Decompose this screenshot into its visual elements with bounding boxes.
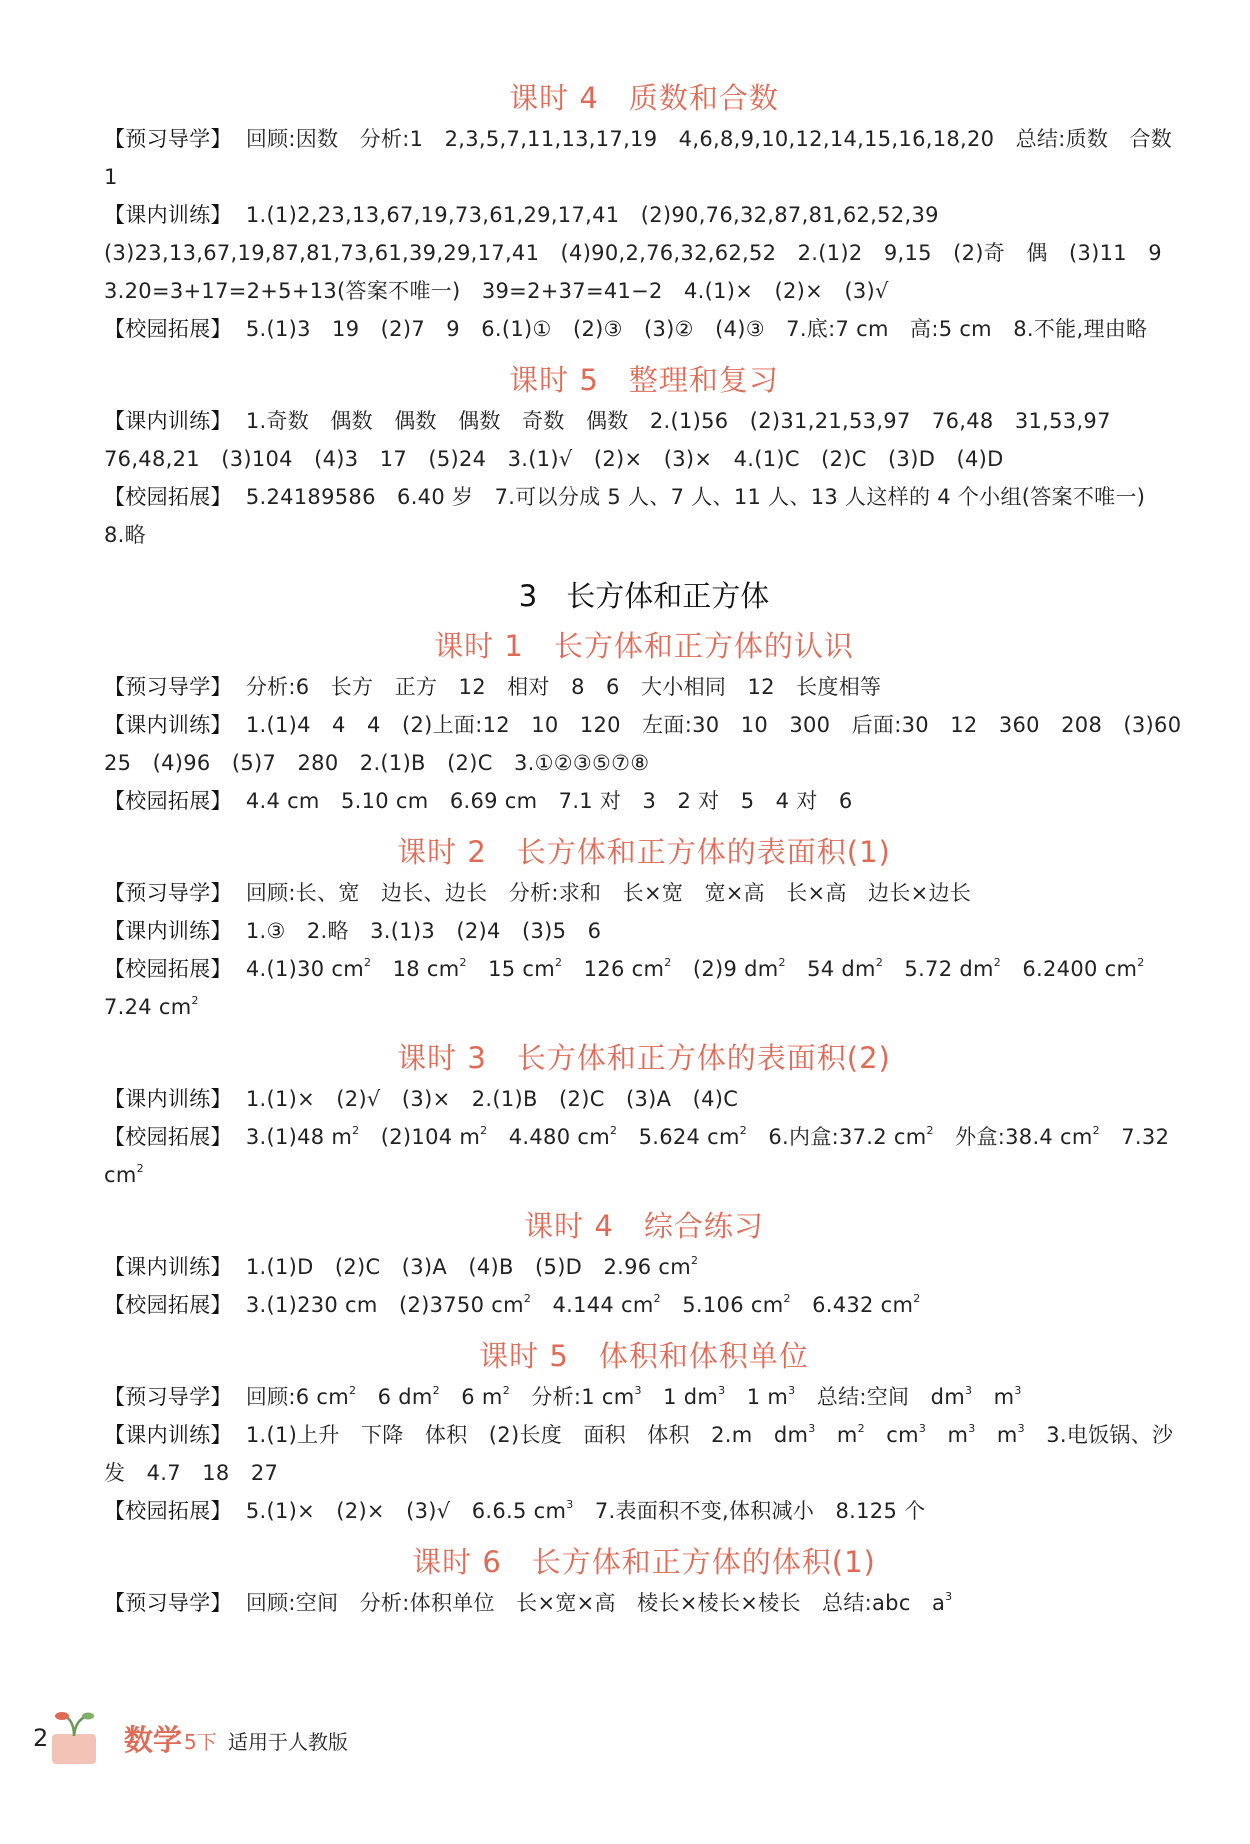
unit-exponent: 2 — [913, 1292, 921, 1305]
lesson-block — [104, 668, 1203, 820]
answer-text: 5.106 cm — [660, 1293, 784, 1317]
unit-exponent: 2 — [459, 956, 467, 969]
answer-text: 6.2400 cm — [1001, 957, 1138, 981]
answer-line — [104, 1286, 1184, 1324]
answer-line — [104, 1378, 1184, 1416]
unit-exponent: 3 — [634, 1384, 642, 1397]
answer-line — [104, 1118, 1184, 1194]
unit-exponent: 2 — [739, 1124, 748, 1137]
answer-text: 1 dm — [641, 1385, 719, 1409]
lesson-title: 课时 4 质数和合数 — [509, 81, 779, 115]
edition-label: 适用于人教版 — [228, 1730, 348, 1754]
lesson-title: 课时 1 长方体和正方体的认识 — [434, 629, 854, 663]
answer-line — [104, 1584, 1184, 1622]
answer-text: 15 cm — [466, 957, 556, 981]
lesson-title: 课时 4 综合练习 — [524, 1209, 764, 1243]
unit-exponent: 2 — [191, 994, 199, 1007]
answer-text: 7.表面积不变,体积减小 8.125 个 — [573, 1499, 926, 1523]
section-tag: 【预习导学】 — [104, 1591, 232, 1615]
answer-text: 6 m — [439, 1385, 503, 1409]
answer-text: 6 dm — [356, 1385, 433, 1409]
answer-text: (2)104 m — [359, 1125, 481, 1149]
unit-exponent: 3 — [788, 1384, 796, 1397]
answer-text: 1 m — [725, 1385, 789, 1409]
answer-line — [104, 912, 1184, 950]
answer-text: 6.432 cm — [790, 1293, 914, 1317]
unit-exponent: 3 — [1017, 1422, 1025, 1435]
unit-exponent: 2 — [691, 1254, 699, 1267]
answer-text: 18 cm — [371, 957, 460, 981]
answer-line — [104, 782, 1184, 820]
lesson-block — [104, 120, 1194, 348]
answer-text: 1.(1)× (2)√ (3)× 2.(1)B (2)C (3)A (4)C — [245, 1087, 739, 1111]
answer-text: 5.72 dm — [883, 957, 994, 981]
unit-exponent: 3 — [968, 1422, 976, 1435]
unit-exponent: 2 — [609, 1124, 618, 1137]
answer-text: 外盒:38.4 cm — [933, 1125, 1093, 1149]
section-tag: 【课内训练】 — [104, 1423, 232, 1447]
section-tag: 【课内训练】 — [104, 919, 232, 943]
section-tag: 【课内训练】 — [104, 713, 232, 737]
unit-exponent: 2 — [480, 1124, 488, 1137]
lesson-title: 课时 3 长方体和正方体的表面积(2) — [397, 1041, 891, 1075]
lesson-block — [104, 1378, 1184, 1530]
unit-exponent: 2 — [778, 956, 786, 969]
answer-text: m — [926, 1423, 969, 1447]
unit-exponent: 2 — [502, 1384, 510, 1397]
section-tag: 【校园拓展】 — [104, 1293, 232, 1317]
unit-exponent: 2 — [523, 1292, 532, 1305]
answer-line — [104, 950, 1184, 1026]
answer-text: 1.奇数 偶数 偶数 偶数 奇数 偶数 2.(1)56 (2)31,21,53,97 76,48 31,53,97 76,48,21 (3)104 (4)3 17 (5)24 3.(1)√ (2)× (3)× 4.(1)C (2)C (3)D (4)D — [104, 409, 1133, 471]
answer-line — [104, 668, 1184, 706]
lesson-block — [104, 1584, 1184, 1622]
unit-exponent: 3 — [945, 1590, 953, 1603]
answer-line — [104, 478, 1184, 554]
grade-label: 5下 — [184, 1730, 217, 1754]
answer-line — [104, 1416, 1184, 1492]
answer-text: 1.(1)4 4 4 (2)上面:12 10 120 左面:30 10 300 后面:30 12 360 208 (3)60 25 (4)96 (5)7 280 2.(1)B (2)C 3.①②③⑤⑦⑧ — [104, 713, 1203, 775]
answer-text: 1.③ 2.略 3.(1)3 (2)4 (3)5 6 — [245, 919, 602, 943]
lesson-title: 课时 2 长方体和正方体的表面积(1) — [397, 835, 891, 869]
answer-text: 6.内盒:37.2 cm — [747, 1125, 927, 1149]
unit-exponent: 2 — [1137, 956, 1145, 969]
answer-line — [104, 402, 1184, 478]
lesson-title: 课时 5 整理和复习 — [509, 363, 779, 397]
answer-text: 5.24189586 6.40 岁 7.可以分成 5 人、7 人、11 人、13 人这样的 4 个小组(答案不唯一) 8.略 — [104, 485, 1167, 547]
section-tag: 【校园拓展】 — [104, 317, 232, 341]
unit-exponent: 3 — [1014, 1384, 1022, 1397]
page-number: 2 — [33, 1724, 49, 1752]
section-tag: 【预习导学】 — [104, 1385, 232, 1409]
answer-text: m — [972, 1385, 1015, 1409]
unit-exponent: 3 — [918, 1422, 927, 1435]
answer-text: 1.(1)D (2)C (3)A (4)B (5)D 2.96 cm — [245, 1255, 691, 1279]
section-tag: 【课内训练】 — [104, 203, 232, 227]
answer-line — [104, 1080, 1184, 1118]
unit-exponent: 2 — [857, 1422, 865, 1435]
answer-text: 7.24 cm — [104, 957, 1166, 1019]
answer-text: 回顾:6 cm — [245, 1385, 350, 1409]
answer-text: 回顾:因数 分析:1 2,3,5,7,11,13,17,19 4,6,8,9,10,12,14,15,16,18,20 总结:质数 合数 1 — [104, 127, 1194, 189]
answer-text: 7.32 cm — [104, 1125, 1170, 1187]
unit-exponent: 2 — [664, 956, 672, 969]
answer-text: 分析:6 长方 正方 12 相对 8 6 大小相同 12 长度相等 — [245, 675, 882, 699]
unit-exponent: 2 — [926, 1124, 934, 1137]
lesson-title: 课时 5 体积和体积单位 — [479, 1339, 809, 1373]
answer-text: 3.(1)48 m — [245, 1125, 353, 1149]
answer-text: 126 cm — [562, 957, 665, 981]
answer-text: m — [815, 1423, 858, 1447]
answer-line — [104, 1248, 1184, 1286]
unit-exponent: 3 — [566, 1498, 574, 1511]
answer-line — [104, 120, 1194, 196]
unit-exponent: 2 — [136, 1162, 144, 1175]
answer-text: 5.(1)× (2)× (3)√ 6.6.5 cm — [245, 1499, 567, 1523]
answer-text: 回顾:长、宽 边长、边长 分析:求和 长×宽 宽×高 长×高 边长×边长 — [245, 881, 972, 905]
answer-line — [104, 874, 1184, 912]
unit-exponent: 2 — [1092, 1124, 1100, 1137]
lesson-block — [104, 1080, 1184, 1194]
answer-text: 1.(1)上升 下降 体积 (2)长度 面积 体积 2.m dm — [245, 1423, 809, 1447]
answer-text: m — [975, 1423, 1018, 1447]
subject-label: 数学 — [124, 1723, 183, 1757]
section-tag: 【校园拓展】 — [104, 1125, 232, 1149]
section-tag: 【预习导学】 — [104, 675, 232, 699]
unit-exponent: 2 — [349, 1384, 357, 1397]
answer-text: 回顾:空间 分析:体积单位 长×宽×高 棱长×棱长×棱长 总结:abc a — [245, 1591, 946, 1615]
section-tag: 【校园拓展】 — [104, 957, 232, 981]
section-tag: 【预习导学】 — [104, 881, 232, 905]
answer-text: 54 dm — [785, 957, 876, 981]
lesson-block — [104, 874, 1184, 1026]
section-tag: 【校园拓展】 — [104, 789, 232, 813]
lesson-block — [104, 1248, 1184, 1324]
section-tag: 【校园拓展】 — [104, 1499, 232, 1523]
unit-exponent: 2 — [783, 1292, 791, 1305]
section-tag: 【课内训练】 — [104, 409, 232, 433]
unit-exponent: 3 — [718, 1384, 726, 1397]
answer-line — [104, 706, 1203, 782]
answer-text: 5.(1)3 19 (2)7 9 6.(1)① (2)③ (3)② (4)③ 7.底:7 cm 高:5 cm 8.不能,理由略 — [245, 317, 1148, 341]
answer-line — [104, 1492, 1184, 1530]
answer-line — [104, 310, 1184, 348]
unit-exponent: 2 — [555, 956, 563, 969]
plant-pot-icon — [44, 1706, 104, 1766]
section-tag: 【校园拓展】 — [104, 485, 232, 509]
answer-text: 5.624 cm — [617, 1125, 740, 1149]
answer-text: 4.(1)30 cm — [245, 957, 364, 981]
unit-exponent: 2 — [432, 1384, 440, 1397]
unit-exponent: 2 — [875, 956, 884, 969]
unit-exponent: 2 — [352, 1124, 360, 1137]
answer-text: 分析:1 cm — [510, 1385, 635, 1409]
unit-exponent: 3 — [808, 1422, 816, 1435]
answer-text: 4.480 cm — [487, 1125, 610, 1149]
answer-text: cm — [864, 1423, 919, 1447]
lesson-title: 课时 6 长方体和正方体的体积(1) — [412, 1545, 876, 1579]
answer-text: 1.(1)2,23,13,67,19,73,61,29,17,41 (2)90,76,32,87,81,62,52,39 (3)23,13,67,19,87,81,73,61,39,29,17,41 (4)90,2,76,32,62,52 2.(1)2 9,15 (2)奇 偶 (3)11 9 3.20=3+17=2+5+13(答案不唯一) 39=2+37=41−2 4.(1)× (2)× (3)√ — [104, 203, 1184, 303]
answer-text: (2)9 dm — [671, 957, 779, 981]
answer-text: 总结:空间 dm — [795, 1385, 966, 1409]
lesson-block — [104, 402, 1184, 554]
section-tag: 【课内训练】 — [104, 1255, 232, 1279]
answer-text: 4.144 cm — [531, 1293, 654, 1317]
answer-text: 3.电饭锅、沙发 4.7 18 27 — [104, 1423, 1174, 1485]
content — [104, 78, 1203, 1634]
unit-exponent: 2 — [364, 956, 372, 969]
section-tag: 【课内训练】 — [104, 1087, 232, 1111]
unit-exponent: 3 — [965, 1384, 973, 1397]
answer-line — [104, 196, 1184, 310]
section-tag: 【预习导学】 — [104, 127, 232, 151]
unit-title: 3 长方体和正方体 — [518, 579, 770, 613]
unit-exponent: 2 — [653, 1292, 661, 1305]
answer-text: 4.4 cm 5.10 cm 6.69 cm 7.1 对 3 2 对 5 4 对 6 — [245, 789, 853, 813]
unit-exponent: 2 — [993, 956, 1002, 969]
answer-text: 3.(1)230 cm (2)3750 cm — [245, 1293, 524, 1317]
